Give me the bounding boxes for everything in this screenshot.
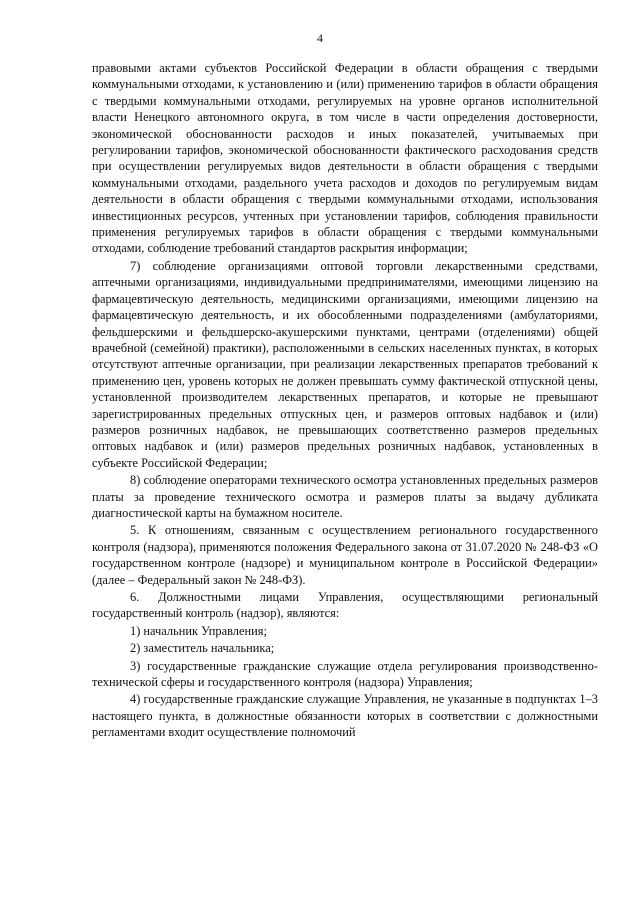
paragraph-section-6: 6. Должностными лицами Управления, осуществляющими региональный государственный контроль (надзор), являются: (92, 590, 598, 621)
paragraph-item-8: 8) соблюдение операторами технического осмотра установленных предельных размеров платы за проведение технического осмотра и размеров платы за выдачу дубликата диагностической карты на бумажном носителе. (92, 473, 598, 520)
paragraph-sub-3: 3) государственные гражданские служащие отдела регулирования производственно-технической сферы и государственного контроля (надзора) Управления; (92, 658, 598, 690)
paragraph-section-5: 5. К отношениям, связанным с осуществлением регионального государственного контроля (надзора), применяются положения Федерального закона от 31.07.2020 № 248-ФЗ «О государственном контроле (надзоре) и муниципальном контроле в Российской Федерации» (далее – Федеральный закон № 248-ФЗ). (92, 523, 598, 587)
paragraph-continuation: правовыми актами субъектов Российской Федерации в области обращения с твердыми коммунальными отходами, к установлению и (или) применению тарифов в области обращения с твердыми коммунальными отходами, регулируемых на уровне органов исполнительной власти Ненецкого автономного округа, в том числе в части определения достоверности, экономической обоснованности расходов и иных показателей, учитываемых при регулировании тарифов, экономической обоснованности фактического расходования средств при осуществлении регулируемых видов деятельности в области обращения с твердыми коммунальными отходами, раздельного учета расходов и доходов по регулируемым видам деятельности в области обращения с твердыми коммунальными отходами, использования инвестиционных ресурсов, учтенных при установлении тарифов, соблюдения правильности применения регулируемых тарифов в области обращения с твердыми коммунальными отходами, соблюдение требований стандартов раскрытия информации; (92, 61, 598, 256)
page-number: 4 (317, 31, 323, 45)
paragraph-sub-2: 2) заместитель начальника; (130, 641, 275, 656)
document-body (92, 60, 598, 741)
paragraph-sub-4: 4) государственные гражданские служащие Управления, не указанные в подпунктах 1–3 настоящего пункта, в должностные обязанности которых в соответствии с должностными регламентами входит осуществление полномочий (92, 692, 598, 740)
paragraph-sub-1: 1) начальник Управления; (130, 623, 267, 638)
paragraph-item-7: 7) соблюдение организациями оптовой торговли лекарственными средствами, аптечными организациями, индивидуальными предпринимателями, имеющими лицензию на фармацевтическую деятельность, медицинскими организациями, имеющими лицензию на фармацевтическую деятельность, и их обособленными подразделениями (амбулаториями, фельдшерскими и фельдшерско-акушерскими пунктами, центрами (отделениями) общей врачебной (семейной) практики), расположенными в сельских населенных пунктах, в которых отсутствуют аптечные организации, при реализации лекарственных препаратов требований к применению цен, уровень которых не должен превышать сумму фактической отпускной цены, установленной производителем лекарственных препаратов, и которые не превышают зарегистрированных предельных отпускных цен, и размеров оптовых надбавок и (или) размеров розничных надбавок, не превышающих соответственно размеров предельных оптовых надбавок и (или) размеров предельных розничных надбавок, установленных в субъекте Российской Федерации; (92, 258, 598, 470)
